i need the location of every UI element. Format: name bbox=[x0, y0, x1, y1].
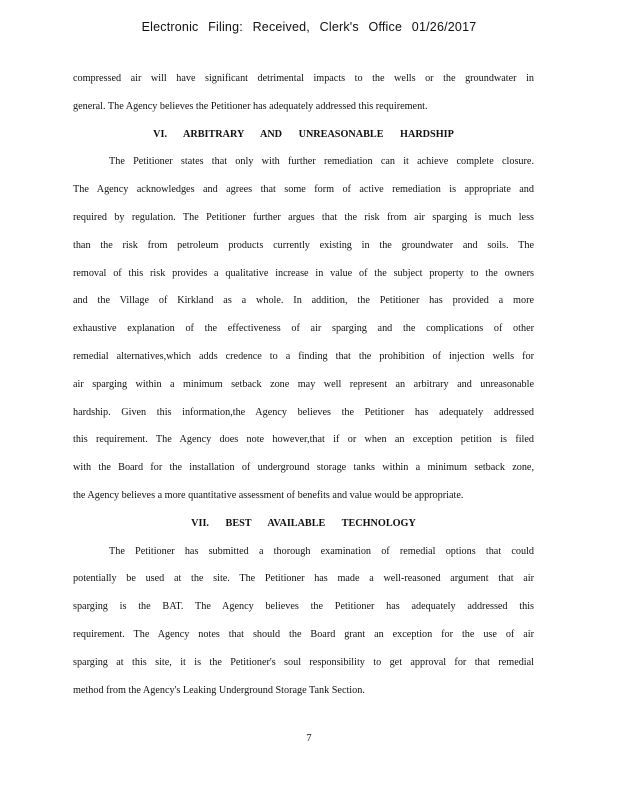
text-line: method from the Agency's Leaking Underground Storage Tank Section. bbox=[73, 684, 365, 696]
text-line: required by regulation. The Petitioner further argues that the risk from air sparging is much less bbox=[73, 211, 534, 223]
text-line: The Petitioner states that only with further remediation can it achieve complete closure. bbox=[109, 156, 534, 168]
text-line: air sparging within a minimum setback zone may well represent an arbitrary and unreasonable bbox=[73, 378, 534, 390]
section-heading-best-available-technology: VII. BEST AVAILABLE TECHNOLOGY bbox=[191, 517, 416, 529]
text-line: with the Board for the installation of underground storage tanks within a minimum setback zone, bbox=[73, 462, 534, 474]
document-body bbox=[73, 68, 534, 707]
text-line: potentially be used at the site. The Petitioner has made a well-reasoned argument that air bbox=[73, 573, 534, 585]
paragraph-hardship bbox=[73, 151, 534, 512]
text-line: The Agency acknowledges and agrees that some form of active remediation is appropriate and bbox=[73, 184, 534, 196]
page-number: 7 bbox=[306, 733, 312, 744]
paragraph-bat bbox=[73, 541, 534, 708]
paragraph-continuation bbox=[73, 68, 534, 124]
text-line: hardship. Given this information,the Agency believes the Petitioner has adequately addressed bbox=[73, 406, 534, 418]
text-line: The Petitioner has submitted a thorough examination of remedial options that could bbox=[109, 545, 534, 557]
text-line: requirement. The Agency notes that should the Board grant an exception for the use of air bbox=[73, 628, 534, 640]
text-line: sparging is the BAT. The Agency believes the Petitioner has adequately addressed this bbox=[73, 601, 534, 613]
text-line: this requirement. The Agency does note however,that if or when an exception petition is filed bbox=[73, 434, 534, 446]
text-line: compressed air will have significant detrimental impacts to the wells or the groundwater in bbox=[73, 73, 534, 84]
text-line: exhaustive explanation of the effectiveness of air sparging and the complications of other bbox=[73, 323, 534, 335]
text-line: general. The Agency believes the Petitioner has adequately addressed this requirement. bbox=[73, 100, 428, 112]
text-line: the Agency believes a more quantitative assessment of benefits and value would be appropriate. bbox=[73, 489, 464, 501]
text-line: sparging at this site, it is the Petitioner's soul responsibility to get approval for that remedial bbox=[73, 656, 534, 668]
text-line: and the Village of Kirkland as a whole. In addition, the Petitioner has provided a more bbox=[73, 295, 534, 307]
text-line: removal of this risk provides a qualitative increase in value of the subject property to the owners bbox=[73, 267, 534, 279]
text-line: remedial alternatives,which adds credence to a finding that the prohibition of injection wells for bbox=[73, 350, 534, 362]
filing-stamp-header: Electronic Filing: Received, Clerk's Office 01/26/2017 bbox=[141, 20, 477, 34]
section-heading-arbitrary-hardship: VI. ARBITRARY AND UNREASONABLE HARDSHIP bbox=[153, 128, 454, 140]
text-line: than the risk from petroleum products currently existing in the groundwater and soils. The bbox=[73, 239, 534, 251]
